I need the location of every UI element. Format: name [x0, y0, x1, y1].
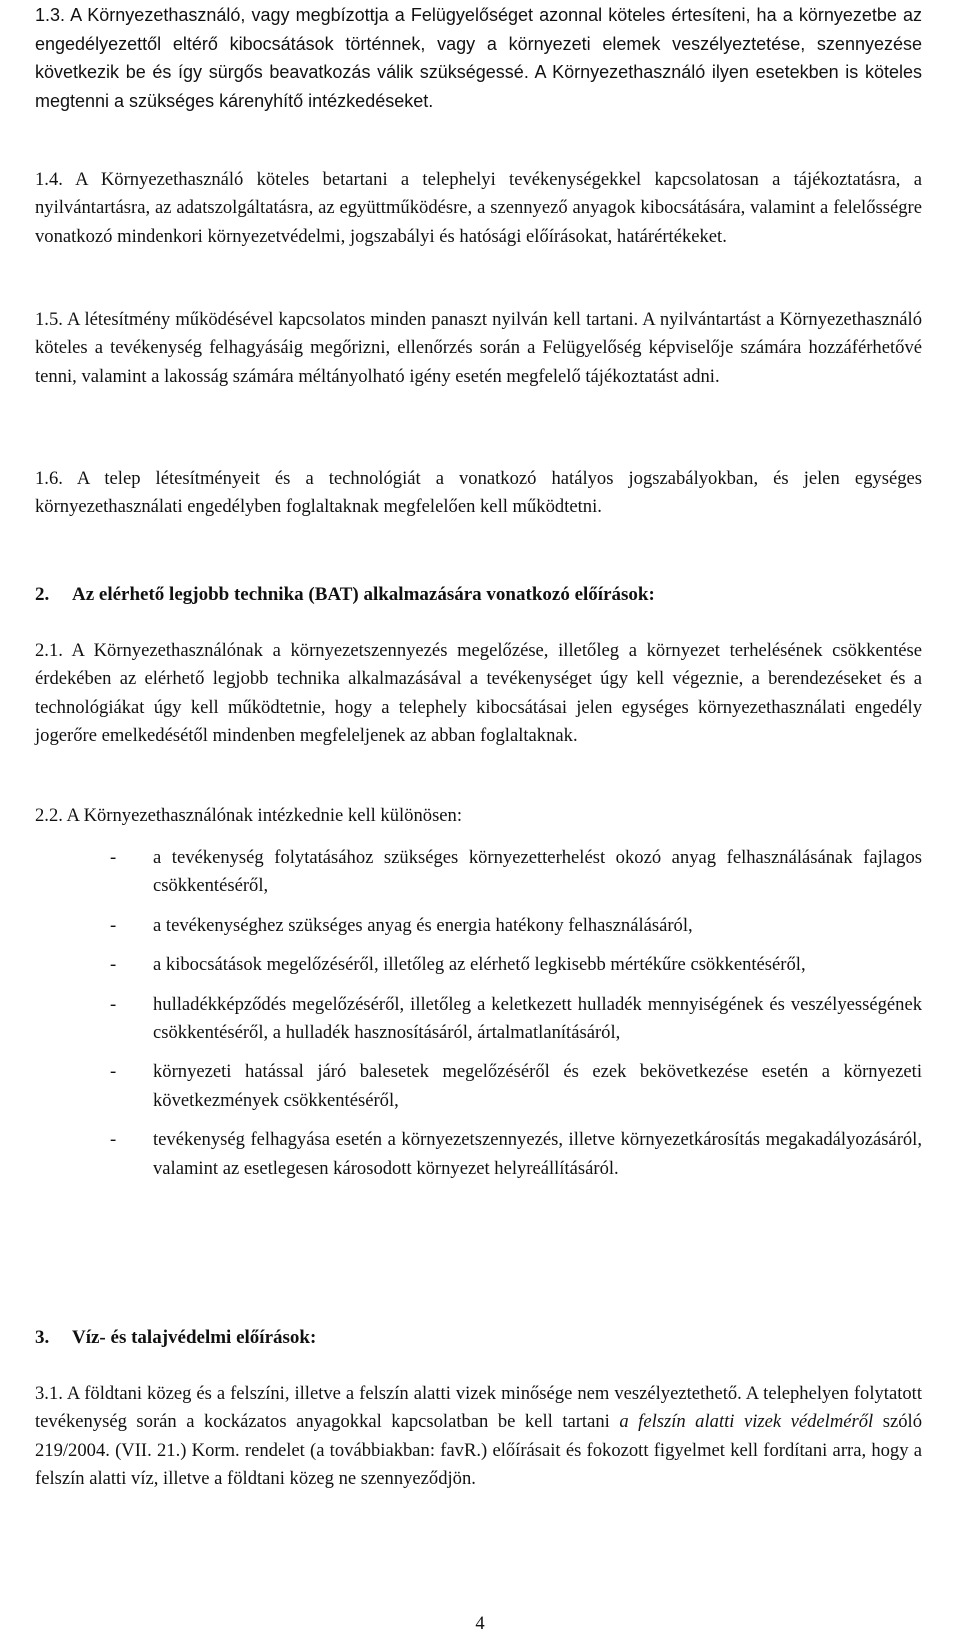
section-title: Az elérhető legjobb technika (BAT) alkalmazására vonatkozó előírások:	[72, 584, 655, 605]
paragraph-number: 1.5.	[35, 309, 63, 330]
paragraph-italic-title: a felszín alatti vizek védelméről	[619, 1411, 874, 1433]
list-item: - hulladékképződés megelőzéséről, illetőleg a keletkezett hulladék mennyiségének és veszélyességének csökkentéséről, a hulladék hasznosításáról, ártalmatlanításáról,	[110, 991, 922, 1048]
list-item: - környezeti hatással járó balesetek megelőzéséről és ezek bekövetkezése esetén a környezeti következmények csökkentéséről,	[110, 1058, 922, 1115]
paragraph-text: A telep létesítményeit és a technológiát a vonatkozó hatályos jogszabályokban, és jelen egységes környezethasználati engedélyben foglaltaknak megfelelően kell működtetni.	[35, 468, 923, 518]
paragraph-3-1	[35, 1380, 922, 1494]
paragraph-2-1	[35, 637, 922, 751]
list-item: - a tevékenységhez szükséges anyag és energia hatékony felhasználásáról,	[110, 912, 922, 940]
paragraph-text: szóló 219/2004. (VII. 21.) Korm. rendelet (a továbbiakban: favR.) előírásait és fokozott figyelmet kell fordítani arra, hogy a felszín alatti víz, illetve a földtani közeg ne szennyeződjön.	[35, 1411, 922, 1490]
paragraph-number: 1.6.	[35, 468, 63, 489]
paragraph-number: 1.3.	[35, 5, 66, 25]
paragraph-number: 1.4.	[35, 169, 63, 190]
paragraph-number: 3.1.	[35, 1383, 63, 1404]
section-heading-3	[35, 1324, 922, 1352]
paragraph-text: A létesítmény működésével kapcsolatos minden panaszt nyilván kell tartani. A nyilvántartást a Környezethasználó köteles a tevékenység felhagyásáig megőrizni, ellenőrzés során a Felügyelőség képviselője számára hozzáférhetővé tenni, valamint a lakosság számára méltányolható igény esetén megfelelő tájékoztatást adni.	[35, 309, 922, 387]
list-dash: -	[110, 847, 117, 868]
list-item: - a tevékenység folytatásához szükséges környezetterhelést okozó anyag felhasználásának fajlagos csökkentéséről,	[110, 844, 922, 901]
list-dash: -	[110, 914, 117, 936]
paragraph-2-2	[35, 802, 922, 830]
paragraph-number: 2.1.	[35, 640, 63, 661]
section-number: 2.	[35, 584, 50, 605]
page-number: 4	[475, 1613, 485, 1634]
list-item: - tevékenység felhagyása esetén a környezetszennyezés, illetve környezetkárosítás megakadályozásáról, valamint az esetlegesen károsodott környezet helyreállításáról.	[110, 1126, 922, 1183]
paragraph-text: A Környezethasználónak intézkednie kell különösen:	[66, 805, 463, 826]
list-dash: -	[110, 993, 117, 1015]
paragraph-1-4	[35, 166, 922, 251]
measures-list	[110, 844, 922, 1194]
paragraph-number: 2.2.	[35, 805, 63, 826]
list-dash: -	[110, 1129, 117, 1151]
paragraph-1-3	[35, 1, 922, 115]
paragraph-text: A Környezethasználó, vagy megbízottja a Felügyelőséget azonnal köteles értesíteni, ha a környezetbe az engedélyezettől eltérő kibocsátások történnek, vagy a környezeti elemek veszélyeztetése, szennyezése következik be és így sürgős beavatkozás válik szükségessé. A Környezethasználó ilyen esetekben is köteles megtenni a szükséges kárenyhítő intézkedéseket.	[35, 5, 922, 111]
section-number: 3.	[35, 1327, 50, 1348]
paragraph-1-5	[35, 306, 922, 391]
section-heading-2	[35, 581, 922, 609]
paragraph-1-6	[35, 465, 922, 522]
list-dash: -	[110, 1061, 117, 1083]
list-dash: -	[110, 954, 117, 976]
paragraph-text: A Környezethasználónak a környezetszennyezés megelőzése, illetőleg a környezet terhelésének csökkentése érdekében az elérhető legjobb technika alkalmazásával a tevékenységet úgy kell végeznie, a berendezéseket és a technológiákat úgy kell működtetnie, hogy a telephely kibocsátásai jelen egységes környezethasználati engedély jogerőre emelkedésétől mindenben megfeleljenek az abban foglaltaknak.	[35, 640, 922, 747]
list-item: - a kibocsátások megelőzéséről, illetőleg az elérhető legkisebb mértékűre csökkentéséről,	[110, 951, 922, 979]
paragraph-text: A földtani közeg és a felszíni, illetve a felszín alatti vizek minősége nem veszélyeztethető. A telephelyen folytatott tevékenység során a kockázatos anyagokkal kapcsolatban be kell tartani	[35, 1383, 922, 1433]
paragraph-text: A Környezethasználó köteles betartani a telephelyi tevékenységekkel kapcsolatosan a tájékoztatásra, a nyilvántartásra, az adatszolgáltatásra, az együttműködésre, a szennyező anyagok kibocsátására, valamint a felelősségre vonatkozó mindenkori környezetvédelmi, jogszabályi és hatósági előírásokat, határértékeket.	[35, 169, 922, 247]
section-title: Víz- és talajvédelmi előírások:	[72, 1327, 317, 1348]
